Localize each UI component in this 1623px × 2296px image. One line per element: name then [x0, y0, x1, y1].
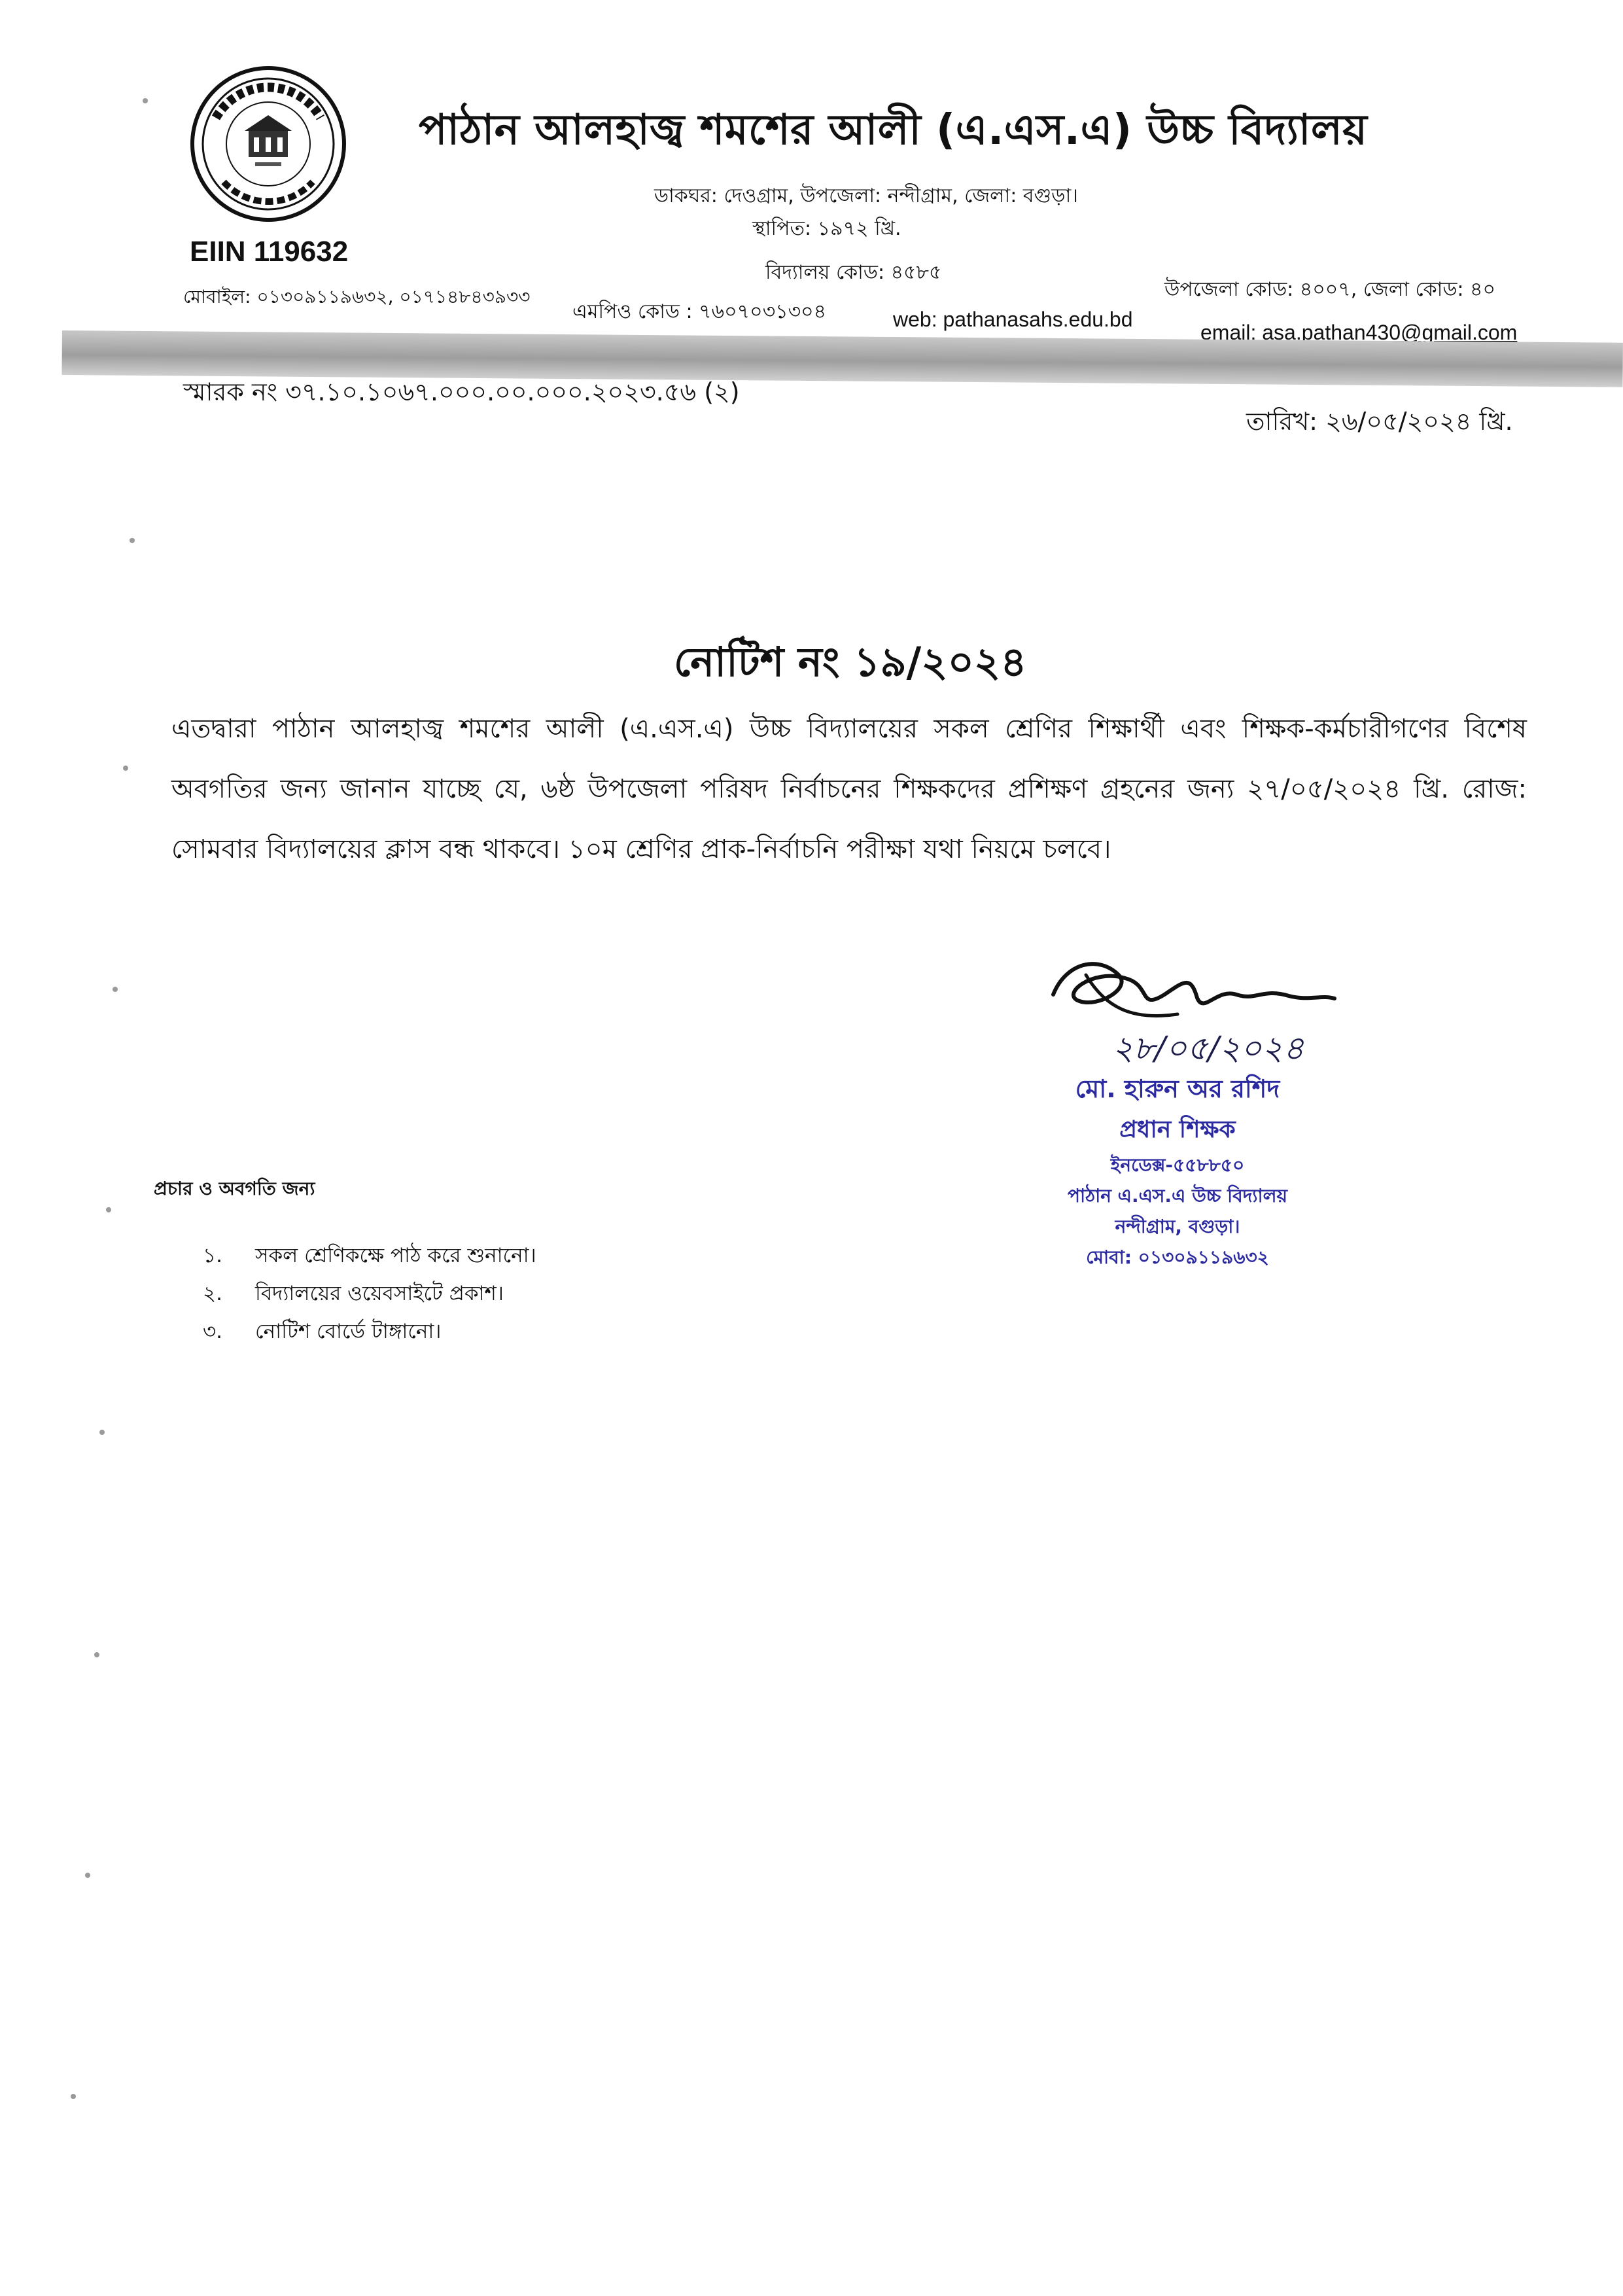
scan-speck	[99, 1430, 105, 1435]
list-item	[203, 1237, 536, 1275]
scan-speck	[143, 98, 148, 103]
notice-date: তারিখ: ২৬/০৫/২০২৪ খ্রি.	[1246, 407, 1513, 436]
established-year: স্থাপিত: ১৯৭২ খ্রি.	[752, 217, 901, 240]
institution-code: বিদ্যালয় কোড: ৪৫৮৫	[765, 261, 942, 284]
list-item-text: নোটিশ বোর্ডে টাঙ্গানো।	[255, 1320, 442, 1343]
scan-speck	[123, 766, 128, 771]
scan-speck	[94, 1652, 99, 1657]
stamp-mobile: মোবা: ০১৩০৯১১৯৬৩২	[1086, 1246, 1269, 1268]
notice-title: নোটিশ নং ১৯/২০২৪	[674, 638, 1027, 686]
signature-date: ২৮/০৫/২০২৪	[1112, 1029, 1304, 1067]
upazila-code: উপজেলা কোড: ৪০০৭, জেলা কোড: ৪০	[1164, 278, 1496, 301]
distribution-heading: প্রচার ও অবগতি জন্য	[154, 1178, 315, 1199]
list-item-number: ১.	[203, 1244, 222, 1267]
headmaster-stamp	[994, 1070, 1361, 1274]
mpo-code: এমপিও কোড : ৭৬০৭০৩১৩০৪	[572, 300, 827, 323]
list-item	[203, 1275, 536, 1313]
stamp-location: নন্দীগ্রাম, বগুড়া।	[1115, 1216, 1240, 1237]
notice-body: এতদ্বারা পাঠান আলহাজ্ব শমশের আলী (এ.এস.এ) উচ্চ বিদ্যালয়ের সকল শ্রেণির শিক্ষার্থী এবং শিক্ষক-কর্মচারীগণের বিশেষ অবগতির জন্য জানান যাচ্ছে যে, ৬ষ্ঠ উপজেলা পরিষদ নির্বাচনের শিক্ষকদের প্রশিক্ষণ গ্রহনের জন্য ২৭/০৫/২০২৪ খ্রি. রোজ: সোমবার বিদ্যালয়ের ক্লাস বন্ধ থাকবে। ১০ম শ্রেণির প্রাক-নির্বাচনি পরীক্ষা যথা নিয়মে চলবে।	[171, 714, 1527, 864]
memo-number: স্মারক নং ৩৭.১০.১০৬৭.০০০.০০.০০০.২০২৩.৫৬ (২)	[183, 378, 740, 406]
list-item-number: ২.	[203, 1282, 223, 1305]
stamp-school: পাঠান এ.এস.এ উচ্চ বিদ্যালয়	[1067, 1185, 1287, 1207]
list-item-text: বিদ্যালয়ের ওয়েবসাইটে প্রকাশ।	[255, 1282, 504, 1305]
email-label: email:	[1200, 321, 1263, 344]
stamp-index: ইনডেক্স-৫৫৮৮৫০	[1110, 1154, 1245, 1176]
list-item-number: ৩.	[203, 1320, 223, 1343]
scan-speck	[85, 1873, 90, 1878]
email-link[interactable]: asa.pathan430@gmail.com	[1262, 321, 1518, 344]
list-item	[203, 1313, 536, 1351]
school-address: ডাকঘর: দেওগ্রাম, উপজেলা: নন্দীগ্রাম, জেলা: বগুড়া।	[654, 185, 1078, 207]
mobile-numbers: মোবাইল: ০১৩০৯১১৯৬৩২, ০১৭১৪৮৪৩৯৩৩	[183, 286, 531, 308]
list-item-text: সকল শ্রেণিকক্ষে পাঠ করে শুনানো।	[255, 1244, 536, 1267]
scan-speck	[106, 1207, 111, 1212]
distribution-list	[203, 1237, 536, 1351]
eiin-number: EIIN 119632	[190, 236, 349, 268]
stamp-designation: প্রধান শিক্ষক	[1119, 1116, 1236, 1143]
scan-speck	[130, 538, 135, 543]
school-logo	[190, 65, 347, 222]
scan-speck	[113, 987, 118, 992]
school-name: পাঠান আলহাজ্ব শমশের আলী (এ.এস.এ) উচ্চ বিদ্যালয়	[419, 106, 1368, 154]
scan-speck	[71, 2094, 76, 2099]
stamp-name: মো. হারুন অর রশিদ	[1075, 1074, 1280, 1103]
website-link[interactable]: web: pathanasahs.edu.bd	[893, 308, 1133, 331]
